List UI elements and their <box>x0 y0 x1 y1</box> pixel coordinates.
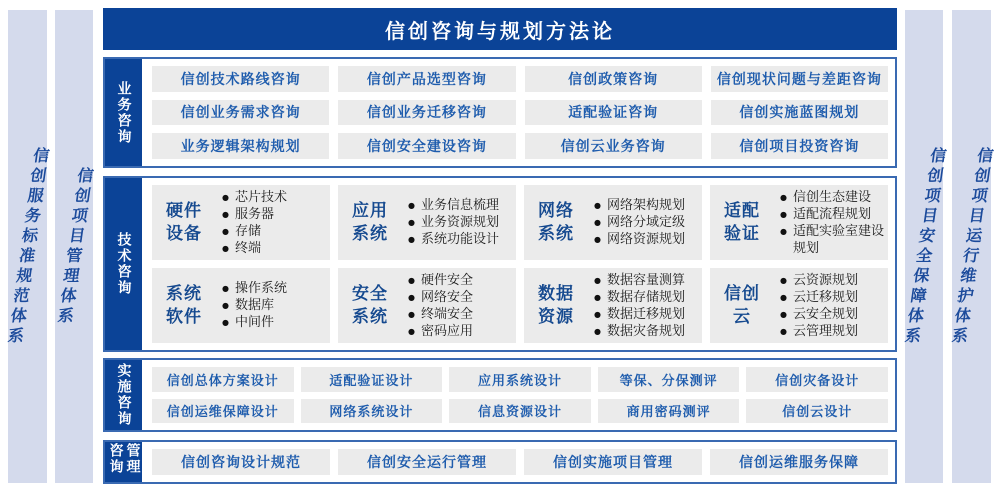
implementation-item: 信创云设计 <box>746 399 888 424</box>
pillar-label: 信创服务标准规范体系 <box>3 146 52 347</box>
bullet-item: ● 终端 <box>222 240 326 257</box>
tech-card-title: 硬件设备 <box>166 201 202 244</box>
bullet-item: ● 适配实验室建设规划 <box>780 223 884 257</box>
diagram-title-bar <box>103 8 897 50</box>
bullet-item: ● 网络资源规划 <box>594 231 698 248</box>
tech-card-bullets <box>396 197 512 248</box>
tech-card-xinchuang-cloud <box>710 268 888 343</box>
bullet-item: ● 云管理规划 <box>780 323 884 340</box>
bullet-item: ● 系统功能设计 <box>408 231 512 248</box>
section-label: 业务咨询 <box>115 80 132 145</box>
business-item: 信创项目投资咨询 <box>711 133 888 159</box>
tech-card-hardware <box>152 185 330 260</box>
tech-card-system-software <box>152 268 330 343</box>
bullet-item: ● 硬件安全 <box>408 272 512 289</box>
implementation-item: 信创运维保障设计 <box>152 399 294 424</box>
business-item: 信创产品选型咨询 <box>338 66 515 92</box>
tech-card-title: 信创云 <box>724 284 760 327</box>
pillar-label: 信创项目安全保障体系 <box>900 146 948 347</box>
pillar-label: 信创项目运行维护体系 <box>947 146 996 347</box>
tech-card-bullets <box>396 272 512 340</box>
implementation-item: 信创灾备设计 <box>746 367 888 392</box>
business-item: 信创业务需求咨询 <box>152 100 329 126</box>
bullet-item: ● 适配流程规划 <box>780 206 884 223</box>
tech-card-bullets <box>210 189 326 257</box>
section-label: 技术咨询 <box>115 232 132 296</box>
main-content <box>103 8 897 484</box>
bullet-item: ● 云迁移规划 <box>780 289 884 306</box>
section-implementation-consulting <box>103 358 897 432</box>
pillar-security-assurance-system <box>900 10 948 483</box>
implementation-item: 等保、分保测评 <box>598 367 740 392</box>
tech-card-title: 应用系统 <box>352 201 388 244</box>
bullet-item: ● 操作系统 <box>222 280 326 297</box>
bullet-item: ● 云安全规划 <box>780 306 884 323</box>
tech-card-bullets <box>582 272 698 340</box>
tech-card-bullets <box>210 280 326 331</box>
business-item: 业务逻辑架构规划 <box>152 133 329 159</box>
management-items-grid <box>142 442 895 482</box>
section-label: 实施咨询 <box>115 363 132 427</box>
implementation-item: 应用系统设计 <box>449 367 591 392</box>
implementation-item: 商用密码测评 <box>598 399 740 424</box>
pillar-operation-maintenance-system <box>947 10 996 483</box>
section-consulting-management <box>103 440 897 484</box>
section-label-strip <box>105 360 142 430</box>
tech-card-title: 适配验证 <box>724 201 760 244</box>
bullet-item: ● 数据容量测算 <box>594 272 698 289</box>
bullet-item: ● 云资源规划 <box>780 272 884 289</box>
tech-card-network <box>524 185 702 260</box>
section-label-strip <box>105 178 142 350</box>
tech-card-data-resource <box>524 268 702 343</box>
bullet-item: ● 网络架构规划 <box>594 197 698 214</box>
tech-card-title: 网络系统 <box>538 201 574 244</box>
business-item: 信创安全建设咨询 <box>338 133 515 159</box>
tech-card-bullets <box>768 189 884 257</box>
implementation-item: 信创总体方案设计 <box>152 367 294 392</box>
business-items-grid <box>142 59 895 166</box>
bullet-item: ● 数据库 <box>222 297 326 314</box>
implementation-item: 网络系统设计 <box>301 399 443 424</box>
section-label: 咨询管理 <box>107 443 141 475</box>
bullet-item: ● 业务资源规划 <box>408 214 512 231</box>
pillar-project-management-system <box>55 10 93 483</box>
section-label-strip <box>105 59 142 166</box>
bullet-item: ● 服务器 <box>222 206 326 223</box>
bullet-item: ● 数据存储规划 <box>594 289 698 306</box>
bullet-item: ● 密码应用 <box>408 323 512 340</box>
section-label-strip <box>105 442 142 482</box>
bullet-item: ● 芯片技术 <box>222 189 326 206</box>
bullet-item: ● 业务信息梳理 <box>408 197 512 214</box>
management-item: 信创咨询设计规范 <box>152 449 330 475</box>
tech-card-bullets <box>582 197 698 248</box>
tech-card-adaptation <box>710 185 888 260</box>
business-item: 信创云业务咨询 <box>525 133 702 159</box>
tech-cards-grid <box>142 178 895 350</box>
bullet-item: ● 网络安全 <box>408 289 512 306</box>
implementation-item: 信息资源设计 <box>449 399 591 424</box>
management-item: 信创安全运行管理 <box>338 449 516 475</box>
bullet-item: ● 终端安全 <box>408 306 512 323</box>
implementation-item: 适配验证设计 <box>301 367 443 392</box>
tech-card-security-system <box>338 268 516 343</box>
section-business-consulting <box>103 57 897 168</box>
tech-card-application <box>338 185 516 260</box>
business-item: 信创实施蓝图规划 <box>711 100 888 126</box>
implementation-items-grid <box>142 360 895 430</box>
bullet-item: ● 信创生态建设 <box>780 189 884 206</box>
bullet-item: ● 网络分域定级 <box>594 214 698 231</box>
management-item: 信创实施项目管理 <box>524 449 702 475</box>
bullet-item: ● 中间件 <box>222 314 326 331</box>
bullet-item: ● 数据灾备规划 <box>594 323 698 340</box>
pillar-label: 信创项目管理体系 <box>53 166 95 327</box>
bullet-item: ● 存储 <box>222 223 326 240</box>
business-item: 信创业务迁移咨询 <box>338 100 515 126</box>
tech-card-title: 系统软件 <box>166 284 202 327</box>
section-technical-consulting <box>103 176 897 352</box>
diagram-title: 信创咨询与规划方法论 <box>385 18 615 43</box>
business-item: 适配验证咨询 <box>525 100 702 126</box>
business-item: 信创技术路线咨询 <box>152 66 329 92</box>
business-item: 信创政策咨询 <box>525 66 702 92</box>
tech-card-title: 安全系统 <box>352 284 388 327</box>
business-item: 信创现状问题与差距咨询 <box>711 66 888 92</box>
tech-card-title: 数据资源 <box>538 284 574 327</box>
pillar-service-standard-system <box>3 10 52 483</box>
management-item: 信创运维服务保障 <box>710 449 888 475</box>
bullet-item: ● 数据迁移规划 <box>594 306 698 323</box>
tech-card-bullets <box>768 272 884 340</box>
